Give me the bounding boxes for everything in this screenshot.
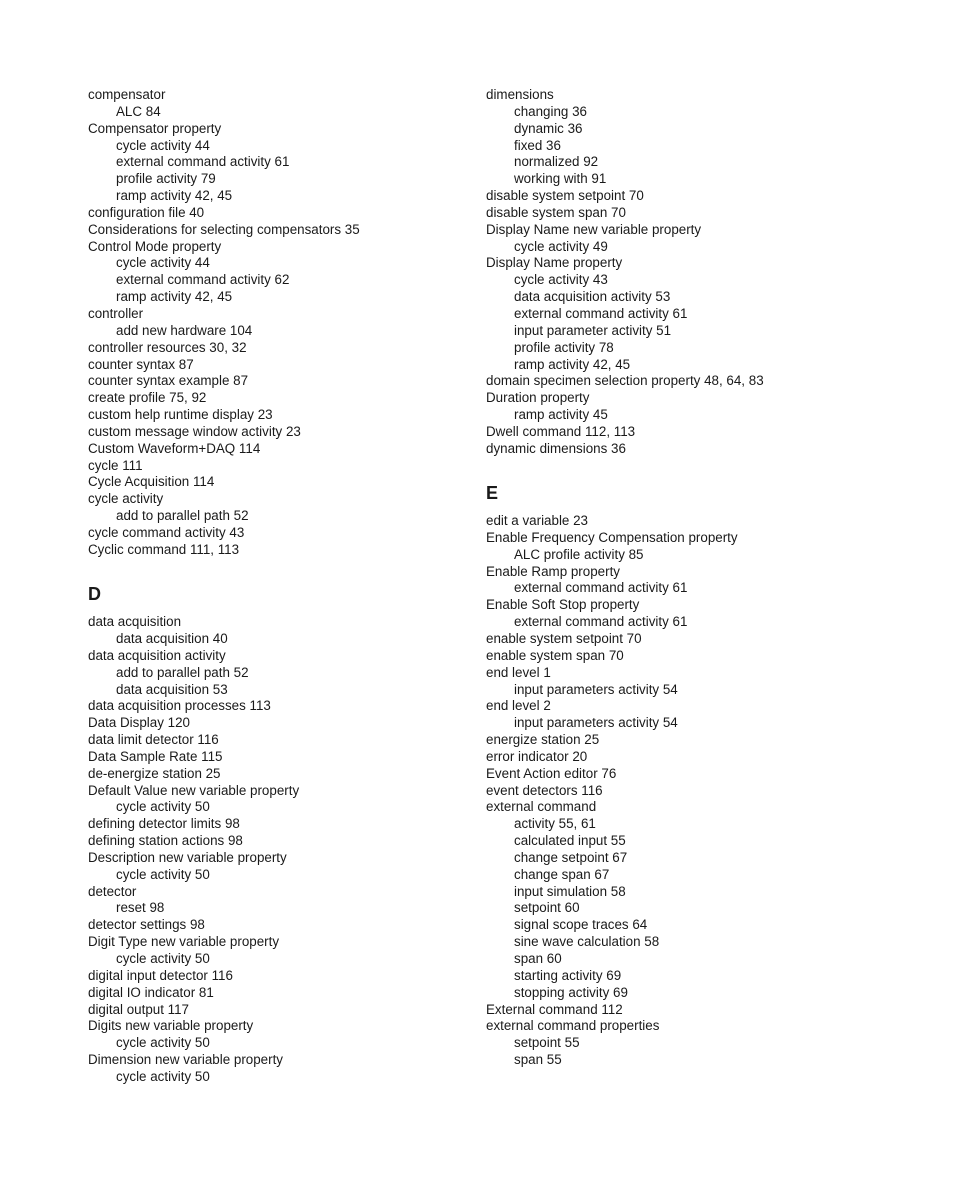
index-subentry: add new hardware 104 [116, 322, 253, 338]
index-entry: counter syntax 87 [88, 356, 194, 372]
index-column-left [88, 87, 468, 1086]
index-subentry: cycle activity 43 [514, 272, 608, 288]
index-subentry: ALC profile activity 85 [514, 546, 644, 562]
index-subentry: span 60 [514, 951, 562, 966]
index-entry: Default Value new variable property [88, 782, 300, 798]
index-subentry: external command activity 61 [514, 580, 688, 596]
index-entry: end level 2 [486, 698, 551, 714]
index-subentry: span 55 [514, 1052, 562, 1068]
index-entry: Enable Frequency Compensation property [486, 529, 738, 545]
index-entry: enable system span 70 [486, 647, 624, 663]
index-subentry: signal scope traces 64 [514, 917, 648, 933]
index-subentry: ramp activity 42, 45 [514, 356, 631, 372]
index-subentry: change setpoint 67 [514, 849, 628, 865]
index-entry: Duration property [486, 390, 590, 406]
index-entry: disable system span 70 [486, 204, 626, 220]
index-subentry: add to parallel path 52 [116, 508, 249, 524]
index-subentry: sine wave calculation 58 [514, 934, 660, 950]
index-subentry: calculated input 55 [514, 833, 626, 849]
index-column-right [486, 87, 866, 1069]
index-letter-heading: E [486, 483, 499, 504]
index-entry: edit a variable 23 [486, 513, 588, 529]
index-subentry: input simulation 58 [514, 883, 626, 899]
index-entry: Digit Type new variable property [88, 934, 280, 950]
index-subentry: reset 98 [116, 900, 165, 916]
index-entry: Display Name new variable property [486, 221, 702, 237]
index-entry: Cycle Acquisition 114 [88, 474, 215, 490]
index-entry: Dwell command 112, 113 [486, 423, 636, 439]
index-entry: controller [88, 305, 144, 321]
index-entry: cycle activity [88, 491, 164, 507]
index-subentry: external command activity 61 [116, 154, 290, 170]
index-subentry: input parameters activity 54 [514, 681, 678, 697]
index-subentry: starting activity 69 [514, 967, 622, 983]
index-entry: Compensator property [88, 120, 222, 136]
index-entry: Event Action editor 76 [486, 765, 617, 781]
index-entry: domain specimen selection property 48, 64, 83 [486, 373, 764, 389]
index-entry: digital input detector 116 [88, 967, 233, 983]
index-entry: Considerations for selecting compensators 35 [88, 221, 360, 237]
index-subentry: cycle activity 50 [116, 951, 210, 966]
index-subentry: setpoint 55 [514, 1035, 580, 1051]
index-subentry: fixed 36 [514, 137, 561, 153]
index-subentry: cycle activity 49 [514, 238, 608, 254]
index-entry: compensator [88, 87, 166, 102]
index-entry: counter syntax example 87 [88, 373, 249, 389]
index-subentry: add to parallel path 52 [116, 664, 249, 680]
index-entry: Enable Ramp property [486, 563, 620, 579]
index-subentry: cycle activity 50 [116, 799, 210, 815]
index-subentry: ramp activity 45 [514, 407, 608, 423]
index-entry: energize station 25 [486, 732, 600, 748]
index-entry: cycle 111 [88, 457, 143, 473]
index-entry: event detectors 116 [486, 782, 603, 798]
index-entry: Data Display 120 [88, 715, 190, 731]
index-subentry: data acquisition 53 [116, 681, 228, 697]
index-subentry: cycle activity 50 [116, 866, 210, 882]
index-entry: digital output 117 [88, 1001, 190, 1017]
index-entry: Enable Soft Stop property [486, 597, 640, 613]
index-entry: enable system setpoint 70 [486, 630, 642, 646]
index-entry: error indicator 20 [486, 748, 588, 764]
index-entry: dimensions [486, 87, 554, 102]
index-subentry: setpoint 60 [514, 900, 580, 916]
index-entry: custom message window activity 23 [88, 423, 301, 439]
index-entry: External command 112 [486, 1001, 623, 1017]
index-entry: disable system setpoint 70 [486, 188, 644, 204]
index-entry: Control Mode property [88, 238, 222, 254]
index-subentry: data acquisition activity 53 [514, 289, 671, 305]
index-subentry: cycle activity 44 [116, 137, 210, 153]
index-entry: controller resources 30, 32 [88, 339, 247, 355]
index-subentry: cycle activity 50 [116, 1068, 210, 1084]
index-subentry: change span 67 [514, 866, 610, 882]
index-entry: defining detector limits 98 [88, 816, 240, 832]
index-entry: dynamic dimensions 36 [486, 440, 626, 456]
index-entry: detector settings 98 [88, 917, 205, 933]
index-entry: Cyclic command 111, 113 [88, 541, 240, 557]
index-subentry: normalized 92 [514, 154, 599, 170]
index-subentry: working with 91 [514, 171, 607, 187]
index-entry: Data Sample Rate 115 [88, 748, 223, 764]
index-subentry: profile activity 79 [116, 171, 216, 187]
index-subentry: data acquisition 40 [116, 630, 228, 646]
index-subentry: dynamic 36 [514, 120, 583, 136]
index-entry: end level 1 [486, 664, 551, 680]
index-subentry: stopping activity 69 [514, 984, 628, 1000]
index-subentry: input parameters activity 54 [514, 715, 678, 731]
index-subentry: external command activity 62 [116, 272, 290, 288]
index-entry: digital IO indicator 81 [88, 984, 214, 1000]
index-subentry: cycle activity 50 [116, 1035, 210, 1051]
index-entry: data acquisition processes 113 [88, 698, 271, 714]
index-entry: Dimension new variable property [88, 1052, 284, 1068]
index-subentry: profile activity 78 [514, 339, 614, 355]
index-entry: de-energize station 25 [88, 765, 221, 781]
index-subentry: cycle activity 44 [116, 255, 210, 271]
index-entry: Custom Waveform+DAQ 114 [88, 440, 261, 456]
index-subentry: external command activity 61 [514, 614, 688, 630]
index-entry: data acquisition activity [88, 647, 226, 663]
index-subentry: external command activity 61 [514, 305, 688, 321]
index-entry: custom help runtime display 23 [88, 407, 273, 423]
index-subentry: changing 36 [514, 103, 587, 119]
index-entry: configuration file 40 [88, 204, 205, 220]
index-entry: external command properties [486, 1018, 660, 1034]
index-subentry: ALC 84 [116, 103, 161, 119]
index-entry: Description new variable property [88, 849, 287, 865]
index-subentry: ramp activity 42, 45 [116, 188, 233, 204]
index-subentry: activity 55, 61 [514, 816, 596, 832]
index-entry: Display Name property [486, 255, 623, 271]
index-entry: cycle command activity 43 [88, 524, 245, 540]
index-entry: data acquisition [88, 614, 182, 630]
index-entry: data limit detector 116 [88, 732, 219, 748]
index-entry: defining station actions 98 [88, 833, 243, 849]
index-entry: Digits new variable property [88, 1018, 254, 1034]
index-letter-heading: D [88, 584, 101, 605]
index-entry: external command [486, 799, 597, 815]
index-subentry: input parameter activity 51 [514, 322, 672, 338]
index-subentry: ramp activity 42, 45 [116, 289, 233, 305]
index-entry: create profile 75, 92 [88, 390, 207, 406]
index-entry: detector [88, 883, 137, 899]
